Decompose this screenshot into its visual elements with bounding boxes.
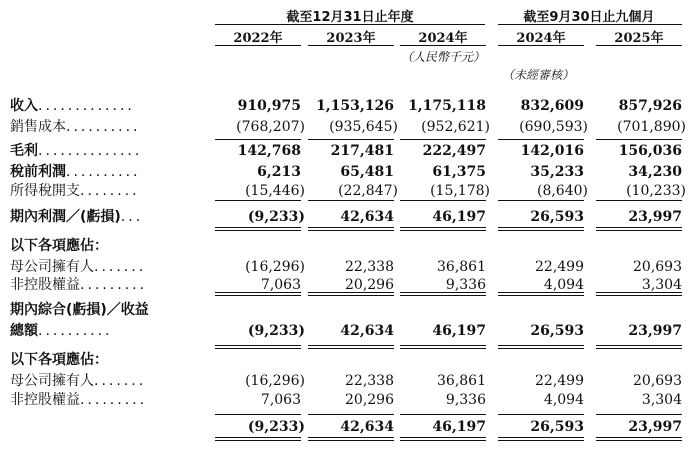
row-leader-dots: .........	[80, 392, 148, 408]
row-label-text: 銷售成本	[10, 119, 66, 135]
double-rule-attrib-1	[498, 295, 584, 296]
double-rule-comprehensive	[215, 348, 301, 349]
cell-value: 23,997	[628, 323, 682, 339]
double-rule-final	[215, 437, 301, 438]
double-rule-comprehensive	[400, 345, 486, 346]
period-annual-header: 截至12月31日止年度	[286, 10, 414, 25]
cell-value: 20,693	[633, 373, 682, 389]
double-rule-attrib-1	[308, 292, 394, 293]
cell-value: 3,304	[641, 392, 682, 408]
row-label-text: 母公司擁有人	[10, 259, 94, 275]
row-label-text: 總額	[10, 323, 38, 339]
cell-value: 26,593	[530, 419, 584, 435]
rule-before-final-total	[498, 414, 584, 415]
table-row	[0, 182, 689, 200]
cell-value: 156,036	[618, 143, 682, 159]
year-header-2024-9m: 2024年	[516, 31, 566, 46]
double-rule-comprehensive	[498, 345, 584, 346]
cell-value: 142,016	[520, 143, 584, 159]
cell-value: (935,645)	[329, 119, 398, 135]
row-leader-dots: ..........	[38, 323, 113, 339]
row-label	[10, 276, 147, 294]
cell-value: 23,997	[628, 419, 682, 435]
cell-value: 20,296	[345, 277, 394, 293]
cell-value: 22,338	[345, 259, 394, 275]
row-label-text: 期內利潤／(虧損)	[10, 209, 121, 225]
double-rule-attrib-1	[400, 292, 486, 293]
double-rule-final	[498, 437, 584, 438]
cell-value: (768,207)	[236, 119, 305, 135]
row-label-text: 非控股權益	[10, 392, 80, 408]
row-label-text: 所得稅開支	[10, 183, 80, 199]
cell-value: 42,634	[340, 419, 394, 435]
cell-value: 222,497	[422, 143, 486, 159]
double-rule-profit	[498, 230, 584, 231]
row-label-text: 以下各項應佔：	[10, 238, 108, 254]
row-label	[10, 322, 113, 340]
double-rule-profit	[215, 227, 301, 228]
cell-value: 910,975	[237, 98, 301, 114]
cell-value: (10,233)	[626, 183, 686, 199]
cell-value: (9,233)	[247, 323, 305, 339]
cell-value: 42,634	[340, 209, 394, 225]
row-label	[10, 237, 108, 255]
cell-value: (9,233)	[247, 419, 305, 435]
table-row	[0, 391, 689, 409]
double-rule-comprehensive	[308, 348, 394, 349]
cell-value: 35,233	[530, 164, 584, 180]
cell-value: 4,094	[543, 277, 584, 293]
table-row	[0, 372, 689, 390]
cell-value: 23,997	[628, 209, 682, 225]
double-rule-comprehensive	[400, 348, 486, 349]
double-rule-final	[308, 440, 394, 441]
double-rule-profit	[215, 230, 301, 231]
year-header-2023: 2023年	[326, 31, 376, 46]
row-label-text: 以下各項應佔：	[10, 352, 108, 368]
year-underline-2025-9m	[596, 45, 682, 46]
cell-value: 7,063	[260, 277, 301, 293]
double-rule-comprehensive	[596, 345, 682, 346]
year-header-2025-9m: 2025年	[614, 31, 664, 46]
rule-after-cost	[596, 139, 682, 140]
table-row	[0, 142, 689, 160]
rule-after-cost	[400, 139, 486, 140]
row-label-text: 收入	[10, 98, 38, 114]
double-rule-attrib-1	[215, 295, 301, 296]
double-rule-comprehensive	[498, 348, 584, 349]
cell-value: 22,338	[345, 373, 394, 389]
year-underline-2024	[400, 45, 486, 46]
cell-value: 9,336	[445, 277, 486, 293]
row-label	[10, 163, 141, 181]
unit-label: （人民幣千元）	[400, 50, 485, 64]
cell-value: 4,094	[543, 392, 584, 408]
row-label	[10, 351, 108, 369]
rule-after-cost	[215, 139, 301, 140]
row-leader-dots: .............	[38, 98, 135, 114]
double-rule-attrib-1	[596, 292, 682, 293]
row-leader-dots: ...	[120, 209, 144, 225]
rule-after-cost	[498, 139, 584, 140]
row-leader-dots: ..............	[38, 143, 143, 159]
year-header-2024: 2024年	[418, 31, 468, 46]
cell-value: 46,197	[432, 323, 486, 339]
row-label	[10, 258, 146, 276]
rule-before-final-total	[215, 414, 301, 415]
period-nine-months-header: 截至9月30日止九個月	[523, 10, 655, 25]
double-rule-attrib-1	[596, 295, 682, 296]
year-underline-2023	[308, 45, 394, 46]
header-rule-annual	[215, 24, 485, 25]
cell-value: 3,304	[641, 277, 682, 293]
row-leader-dots: .........	[80, 277, 148, 293]
double-rule-attrib-1	[498, 292, 584, 293]
double-rule-profit	[498, 227, 584, 228]
cell-value: (22,847)	[338, 183, 398, 199]
row-label	[10, 182, 140, 200]
double-rule-comprehensive	[308, 345, 394, 346]
row-label	[10, 97, 135, 115]
table-row	[0, 301, 689, 319]
double-rule-final	[400, 440, 486, 441]
double-rule-final	[596, 440, 682, 441]
cell-value: (15,446)	[245, 183, 305, 199]
rule-after-tax	[400, 200, 486, 201]
cell-value: 46,197	[432, 419, 486, 435]
double-rule-final	[596, 437, 682, 438]
cell-value: 217,481	[330, 143, 394, 159]
double-rule-comprehensive	[596, 348, 682, 349]
cell-value: 36,861	[437, 373, 486, 389]
row-label	[10, 301, 149, 319]
row-label-text: 非控股權益	[10, 277, 80, 293]
cell-value: 857,926	[618, 98, 682, 114]
table-row	[0, 418, 689, 436]
cell-value: 61,375	[432, 164, 486, 180]
double-rule-profit	[596, 227, 682, 228]
cell-value: 42,634	[340, 323, 394, 339]
rule-after-cost	[308, 139, 394, 140]
cell-value: (701,890)	[617, 119, 686, 135]
cell-value: (8,640)	[536, 183, 588, 199]
cell-value: 22,499	[535, 259, 584, 275]
double-rule-final	[400, 437, 486, 438]
row-label-text: 母公司擁有人	[10, 373, 94, 389]
row-leader-dots: .......	[94, 373, 147, 389]
double-rule-attrib-1	[400, 295, 486, 296]
double-rule-profit	[308, 227, 394, 228]
row-leader-dots: ........	[80, 183, 140, 199]
double-rule-comprehensive	[215, 345, 301, 346]
rule-before-final-total	[596, 414, 682, 415]
cell-value: (952,621)	[421, 119, 490, 135]
cell-value: 1,153,126	[316, 98, 394, 114]
rule-after-tax	[308, 200, 394, 201]
table-row	[0, 237, 689, 255]
row-leader-dots: ..........	[66, 119, 141, 135]
rule-after-tax	[596, 200, 682, 201]
cell-value: 36,861	[437, 259, 486, 275]
row-label	[10, 391, 147, 409]
row-label	[10, 372, 146, 390]
row-label-text: 毛利	[10, 143, 38, 159]
cell-value: 26,593	[530, 209, 584, 225]
double-rule-profit	[308, 230, 394, 231]
cell-value: 65,481	[340, 164, 394, 180]
row-label	[10, 142, 142, 160]
double-rule-profit	[596, 230, 682, 231]
cell-value: (16,296)	[245, 373, 305, 389]
row-label-text: 稅前利潤	[10, 164, 66, 180]
cell-value: 46,197	[432, 209, 486, 225]
year-header-2022: 2022年	[233, 31, 283, 46]
rule-before-final-total	[400, 414, 486, 415]
row-label-text: 期內綜合(虧損)／收益	[10, 302, 149, 318]
table-row	[0, 97, 689, 115]
cell-value: 26,593	[530, 323, 584, 339]
table-row	[0, 322, 689, 340]
table-row	[0, 163, 689, 181]
cell-value: 142,768	[237, 143, 301, 159]
double-rule-final	[308, 437, 394, 438]
cell-value: (16,296)	[245, 259, 305, 275]
cell-value: 832,609	[520, 98, 584, 114]
cell-value: 9,336	[445, 392, 486, 408]
table-row	[0, 208, 689, 226]
double-rule-final	[215, 440, 301, 441]
cell-value: (15,178)	[430, 183, 490, 199]
cell-value: (690,593)	[519, 119, 588, 135]
header-rule-nine-months	[498, 24, 682, 25]
row-label	[10, 118, 141, 136]
cell-value: 22,499	[535, 373, 584, 389]
year-underline-2022	[215, 45, 301, 46]
rule-before-final-total	[308, 414, 394, 415]
double-rule-attrib-1	[308, 295, 394, 296]
double-rule-profit	[400, 227, 486, 228]
cell-value: (9,233)	[247, 209, 305, 225]
rule-after-tax	[498, 200, 584, 201]
cell-value: 34,230	[628, 164, 682, 180]
cell-value: 20,296	[345, 392, 394, 408]
cell-value: 7,063	[260, 392, 301, 408]
table-row	[0, 118, 689, 136]
table-row	[0, 258, 689, 276]
row-leader-dots: ..........	[66, 164, 141, 180]
unaudited-label: （未經審核）	[501, 68, 574, 82]
year-underline-2024-9m	[498, 45, 584, 46]
cell-value: 20,693	[633, 259, 682, 275]
cell-value: 6,213	[257, 164, 301, 180]
row-label	[10, 208, 143, 226]
table-row	[0, 351, 689, 369]
double-rule-final	[498, 440, 584, 441]
row-leader-dots: .......	[94, 259, 147, 275]
cell-value: 1,175,118	[408, 98, 486, 114]
rule-after-tax	[215, 200, 301, 201]
double-rule-attrib-1	[215, 292, 301, 293]
double-rule-profit	[400, 230, 486, 231]
